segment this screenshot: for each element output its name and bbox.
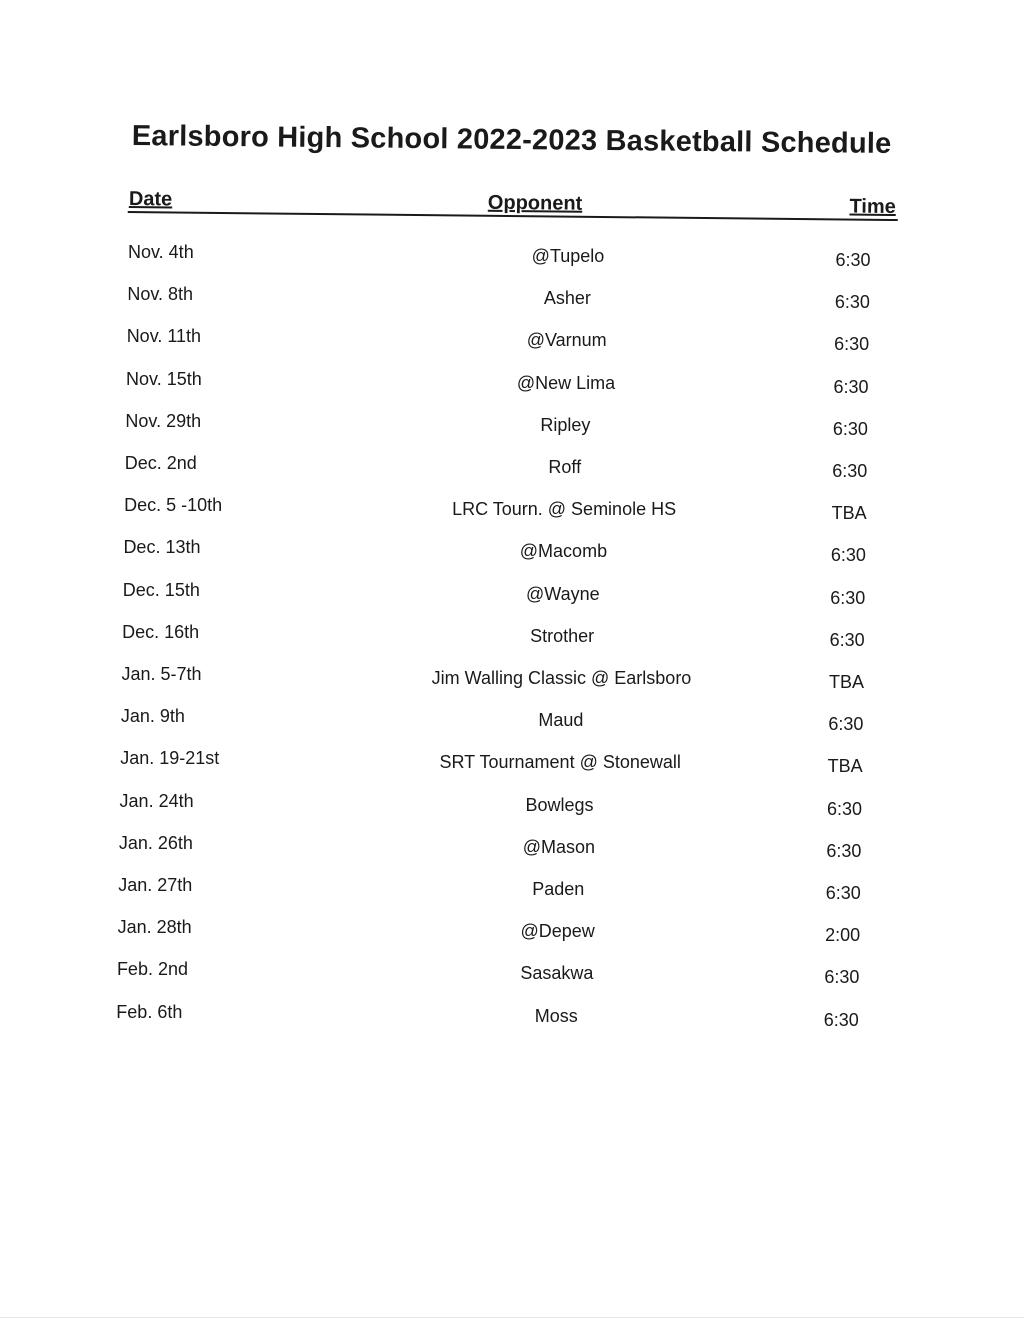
game-time: 6:30 <box>825 883 861 903</box>
game-opponent: Maud <box>538 710 584 731</box>
game-opponent: @Tupelo <box>531 246 605 266</box>
header-opponent: Opponent <box>487 191 583 215</box>
game-opponent: Moss <box>534 1005 578 1026</box>
game-time: 6:30 <box>834 292 870 313</box>
page-title: Earlsboro High School 2022-2023 Basketball Schedule <box>131 120 892 160</box>
game-time: TBA <box>828 672 864 692</box>
game-opponent: SRT Tournament @ Stonewall <box>439 752 681 773</box>
game-time: 6:30 <box>834 334 870 355</box>
game-time: 6:30 <box>823 1009 859 1030</box>
header-time: Time <box>849 195 896 219</box>
game-time: TBA <box>831 503 867 524</box>
game-time: 6:30 <box>835 250 871 270</box>
game-opponent: Strother <box>530 625 595 646</box>
game-opponent: @New Lima <box>516 372 616 393</box>
game-opponent: @Varnum <box>526 330 607 351</box>
game-date: Nov. 4th <box>128 242 194 262</box>
game-opponent: Asher <box>543 288 591 309</box>
game-time: TBA <box>827 756 863 777</box>
game-date: Jan. 5-7th <box>121 664 202 684</box>
game-opponent: @Macomb <box>519 541 608 562</box>
scan-edge <box>0 1317 1024 1318</box>
game-opponent: @Depew <box>520 921 595 942</box>
game-date: Nov. 11th <box>126 326 202 347</box>
game-time: 6:30 <box>827 798 863 819</box>
game-date: Nov. 29th <box>125 410 202 431</box>
game-opponent: @Wayne <box>525 583 600 604</box>
game-date: Jan. 9th <box>120 706 185 727</box>
game-time: 6:30 <box>829 629 865 650</box>
game-time: 6:30 <box>824 967 860 988</box>
game-date: Dec. 13th <box>123 537 201 558</box>
game-opponent: @Mason <box>522 836 596 857</box>
game-time: 6:30 <box>828 714 864 735</box>
game-time: 6:30 <box>832 418 868 439</box>
game-opponent: Sasakwa <box>520 963 594 984</box>
game-date: Jan. 27th <box>118 875 193 895</box>
game-date: Jan. 26th <box>118 832 193 853</box>
game-date: Jan. 28th <box>117 917 192 938</box>
game-time: 6:30 <box>833 376 869 397</box>
game-opponent: Bowlegs <box>525 794 594 815</box>
game-opponent: Roff <box>548 457 582 477</box>
game-date: Jan. 24th <box>119 790 194 811</box>
game-date: Dec. 15th <box>122 579 200 600</box>
game-opponent: Jim Walling Classic @ Earlsboro <box>431 668 692 688</box>
game-date: Feb. 2nd <box>116 959 188 980</box>
game-date: Dec. 5 -10th <box>124 495 223 516</box>
game-time: 6:30 <box>830 545 866 566</box>
game-date: Nov. 8th <box>127 284 194 305</box>
game-date: Dec. 2nd <box>124 453 197 473</box>
game-opponent: Ripley <box>540 414 591 435</box>
game-time: 6:30 <box>826 840 862 861</box>
game-date: Jan. 19-21st <box>120 748 220 769</box>
game-time: 6:30 <box>830 587 866 608</box>
game-time: 6:30 <box>832 461 868 481</box>
header-date: Date <box>128 188 173 211</box>
game-date: Feb. 6th <box>116 1001 183 1022</box>
game-time: 2:00 <box>825 925 861 946</box>
game-opponent: LRC Tourn. @ Seminole HS <box>452 499 677 520</box>
game-date: Dec. 16th <box>122 621 200 642</box>
game-opponent: Paden <box>532 879 585 899</box>
game-date: Nov. 15th <box>126 368 202 389</box>
